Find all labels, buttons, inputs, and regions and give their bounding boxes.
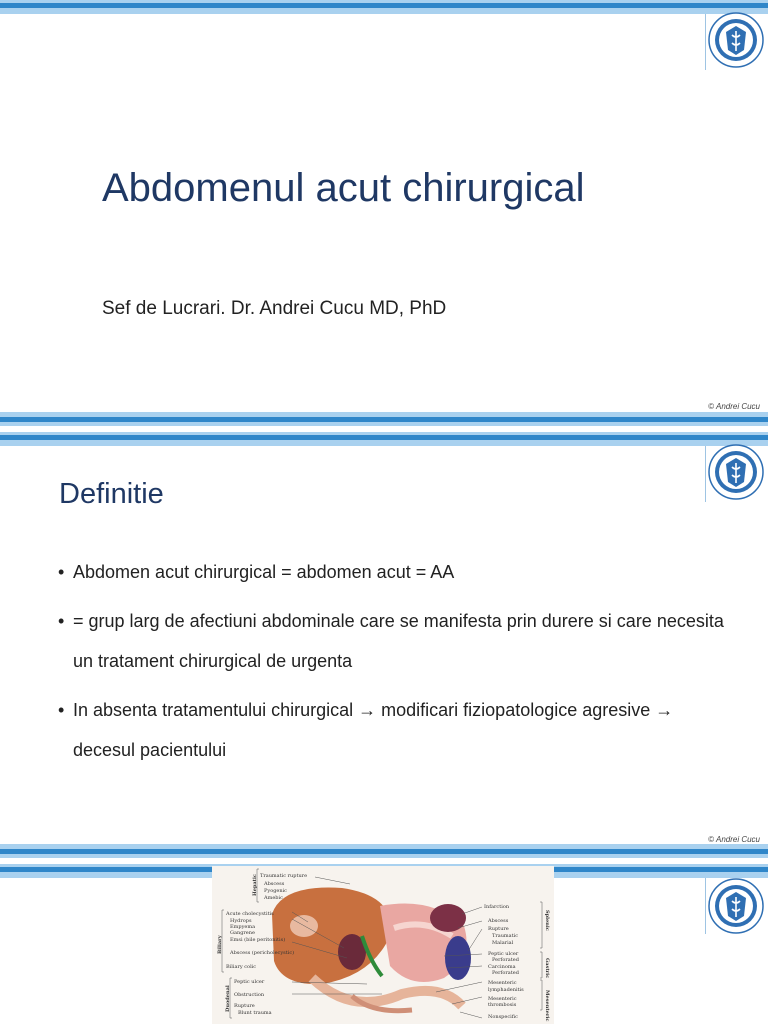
- label-left: Peptic ulcer: [234, 979, 265, 985]
- bullet-marker: •: [58, 562, 65, 582]
- bottom-band: [0, 412, 768, 426]
- university-seal-icon: [708, 12, 764, 68]
- label-right: Nonspecific: [488, 1014, 518, 1020]
- university-seal-icon: [708, 878, 764, 934]
- abdominal-anatomy-figure: [212, 866, 554, 1024]
- liver-lesion-shape: [290, 915, 318, 937]
- label-right: Malarial: [492, 940, 514, 946]
- spleen-shape: [430, 904, 466, 932]
- label-left: Abscess (pericholecystic): [230, 950, 295, 956]
- group-label-left: Hepatic: [252, 874, 258, 896]
- bullet-marker: •: [58, 700, 65, 720]
- header-divider: [705, 878, 706, 934]
- bullet-marker: •: [58, 611, 65, 631]
- label-left: Obstruction: [234, 992, 265, 998]
- slide-subtitle: Sef de Lucrari. Dr. Andrei Cucu MD, PhD: [102, 298, 447, 319]
- group-label-left: Biliary: [217, 935, 223, 954]
- label-right: Peptic ulcer: [488, 951, 519, 957]
- label-left: Rupture: [234, 1003, 255, 1009]
- label-right: Abscess: [488, 918, 509, 924]
- header-divider: [705, 446, 706, 502]
- slide-title: Definitie: [59, 478, 164, 510]
- label-right: Carcinoma: [488, 964, 516, 970]
- label-right: Infarction: [484, 904, 510, 910]
- bottom-band: [0, 844, 768, 858]
- slide-2: [0, 432, 768, 860]
- label-right: Traumatic: [492, 933, 519, 939]
- university-seal-icon: [708, 444, 764, 500]
- bullet-text: = grup larg de afectiuni abdominale care se manifesta prin durere si care necesita un tratament chirurgical de urgenta: [73, 611, 724, 671]
- label-left: Hydrops: [230, 918, 252, 924]
- bullet-item: [58, 690, 738, 770]
- label-left: Traumatic rupture: [260, 873, 308, 879]
- bullet-item: [58, 601, 738, 681]
- label-right: Rupture: [488, 926, 509, 932]
- group-label-right: Splenic: [544, 910, 550, 931]
- label-right: Mesenteric: [488, 980, 517, 986]
- label-left: Emsi (bile peritonitis): [230, 937, 286, 943]
- group-label-left: Duodenal: [225, 985, 231, 1012]
- group-label-right: Gastric: [544, 958, 550, 979]
- group-label-right: Mesenteric: [544, 990, 550, 1022]
- label-left: Pyogenic: [264, 888, 287, 894]
- copyright-text: © Andrei Cucu: [708, 835, 760, 844]
- label-left: Amebic: [264, 895, 283, 901]
- copyright-text: © Andrei Cucu: [708, 402, 760, 411]
- top-band: [0, 432, 768, 446]
- label-right: Perforated: [492, 957, 519, 963]
- bullet-list: [58, 552, 738, 779]
- bullet-text: Abdomen acut chirurgical = abdomen acut = AA: [73, 562, 455, 582]
- liver-shape: [272, 888, 391, 985]
- label-left: Abscess: [264, 881, 285, 887]
- slide-1: [0, 0, 768, 428]
- label-right: Mesenteric: [488, 996, 517, 1002]
- bullet-text: In absenta tratamentului chirurgical → modificari fiziopatologice agresive → decesul pacientului: [73, 700, 674, 760]
- label-left: Biliary colic: [226, 964, 257, 970]
- kidney-shape: [445, 936, 471, 980]
- label-right: thrombosis: [488, 1002, 517, 1008]
- anatomy-illustration: [212, 866, 554, 1024]
- label-left: Gangrene: [230, 930, 255, 936]
- bullet-item: [58, 552, 738, 592]
- label-left: Blunt trauma: [238, 1010, 272, 1016]
- label-right: lymphadenitis: [488, 987, 524, 993]
- intestine-shape: [312, 978, 462, 1006]
- label-left: Acute cholecystitis: [226, 911, 274, 917]
- top-band: [0, 0, 768, 14]
- header-divider: [705, 14, 706, 70]
- label-left: Empyema: [230, 924, 256, 930]
- slide-title: Abdomenul acut chirurgical: [102, 166, 585, 210]
- label-right: Perforated: [492, 970, 519, 976]
